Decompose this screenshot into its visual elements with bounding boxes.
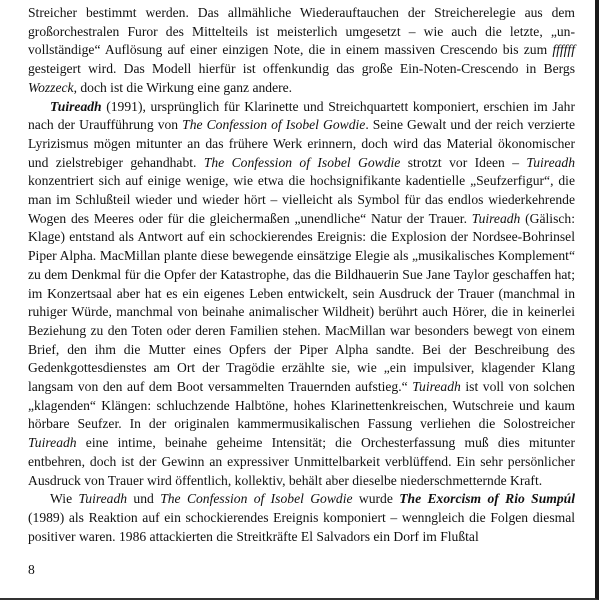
text-run: und (127, 491, 161, 507)
italic-text: ffffff (552, 42, 575, 58)
italic-text: The Confession of Isobel Gowdie (182, 117, 366, 133)
work-title-bold: The Exorcism of Rio Sumpúl (399, 491, 575, 507)
italic-text: Tuireadh (412, 379, 461, 395)
italic-text: Wozzeck (28, 79, 74, 95)
page-number: 8 (28, 562, 35, 577)
text-run: (1991), ursprünglich für Klarinette und Streichquartett komponiert, erschien im Jahr nach der Uraufführung von (28, 98, 575, 133)
italic-text: Tuireadh (78, 491, 128, 507)
text-run: konzentriert sich auf einige wenige, wie etwa die hochsignifikante kadentielle „Seufzerfigur“, die man im Schlußteil wieder und wieder hört – vielleicht als Symbol für das endlos wiederkehrende Wogen des Meeres oder für die gleichermaßen „unendliche“ Natur der Trauer. (28, 173, 575, 226)
text-run: strotzt vor Ideen – (400, 154, 527, 170)
text-run: (1989) als Reaktion auf ein schockierendes Ereignis komponiert – wenngleich die Folgen diesmal positiver waren. 1986 attackierten die Streitkräfte El Salvadors ein Dorf im Flußtal (28, 509, 575, 544)
italic-text: The Confession of Isobel Gowdie (203, 154, 401, 170)
body-text (28, 4, 575, 546)
italic-text: Tuireadh (28, 435, 77, 451)
italic-text: Tuireadh (526, 154, 575, 170)
text-run: , doch ist die Wirkung eine ganz andere. (73, 79, 293, 95)
text-run: eine intime, beinahe geheime Intensität; die Orchesterfassung muß dies mitunter entbehren, doch ist der Gewinn an expressiver Unmittelbarkeit verblüffend. Ein sehr persönlicher Ausdruck von Trauer wird öffentlich, kollektiv, behält aber dieselbe niederschmetternde Kraft. (28, 435, 575, 488)
text-run: (Gälisch: Klage) entstand als Antwort auf ein schockierendes Ereignis: die Explosion der Nordsee-Bohrinsel Piper Alpha. MacMillan plante diese bewegende einsätzige Elegie als „musikalisches Komplement“ zu dem Denkmal für die Opfer der Katastrophe, das die Bildhauerin Sue Jane Taylor geschaffen hat; im Konzertsaal aber hat es ein eigenes Leben entwickelt, sein Ausdruck der Trauer (manchmal in ruhiger Würde, manchmal von beinahe animalischer Wildheit) berührt auch Hörer, die in keinerlei Beziehung zu den Toten oder deren Familien stehen. MacMillan war besonders bewegt von einem Brief, den ihm die Mutter eines Opfers der Piper Alpha sandte. Bei der Beschreibung des Gedenkgottesdienstes am Ort der Tragödie erzählte sie, wie „ein impulsiver, klagender Klang langsam von den auf dem Boot versammelten Trauernden aufstieg.“ (28, 210, 575, 395)
italic-text: Tuireadh (471, 210, 521, 226)
text-run: ist voll von solchen „klagenden“ Klängen: schluchzende Halbtöne, hohes Klarinettenkreischen, Wutschreie und kaum hörbare Seufzer. In der originalen kammermusikalischen Fassung verliehen die Solostreicher (28, 379, 575, 432)
text-run: . Seine Gewalt und der reich verzierte Lyrizismus mögen mitunter an das frühere Werk erinnern, doch wird das Material ökonomischer und zielstrebiger gehandhabt. (28, 117, 575, 170)
paragraph (28, 490, 575, 546)
paragraph (28, 4, 575, 98)
text-run: wurde (352, 491, 400, 507)
text-run: gesteigert wird. Das Modell hierfür ist offenkundig das große Ein-Noten-Crescendo in Bergs (28, 61, 575, 77)
text-run: Wie (50, 491, 79, 507)
italic-text: The Confession of Isobel Gowdie (160, 491, 353, 507)
text-run: Streicher bestimmt werden. Das allmähliche Wiederauftauchen der Streicherelegie aus dem großorchestralen Furor des Mittelteils ist meisterlich umgesetzt – wie auch die letzte, „unvollständige“ Auflösung auf einer einzigen Note, die in einem massiven Crescendo bis zum (28, 5, 575, 58)
work-title-bold: Tuireadh (50, 98, 102, 114)
paragraph (28, 98, 575, 491)
